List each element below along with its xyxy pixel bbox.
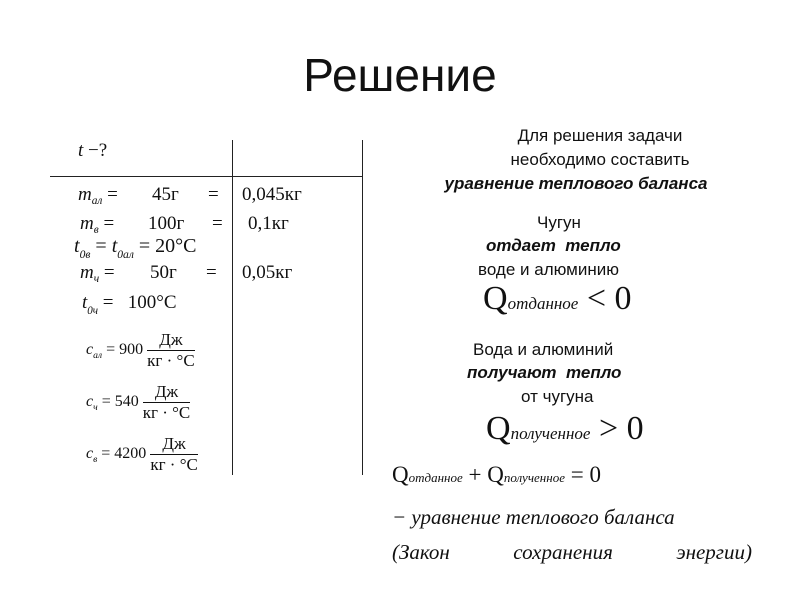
temp-sub-2: 0ал [117,248,134,261]
c-sub: ал [93,350,103,362]
c-sub: ч [93,402,98,414]
mass-var: m [78,184,92,205]
unit-numerator: Дж [143,382,191,403]
heat-capacity-al [86,330,195,371]
q-relation: > 0 [590,410,644,447]
c-value: = 540 [97,393,139,411]
law-word-1: (Закон [392,540,450,564]
water-al-label: Вода и алюминий [473,340,614,359]
page-title: Решение [303,49,497,101]
q-given-inequality [483,280,632,318]
mass-iron-si: 0,05кг [242,262,293,283]
q-symbol: Q [483,280,508,317]
q-received-inequality [486,410,644,448]
tc-sub: 0ч [87,305,99,317]
mass-al-si: 0,045кг [242,184,302,205]
balance-relation: = 0 [564,462,601,487]
mass-sub: в [93,224,99,236]
intro-line-2: необходимо составить [510,150,690,169]
q-symbol: Q [486,410,511,447]
mass-al-lhs [78,184,118,207]
gives-heat-label: отдает тепло [486,236,621,255]
mass-water-eq: = [212,213,223,234]
intro-line-1: Для решения задачи [517,126,683,145]
unit-numerator: Дж [150,434,198,455]
initial-temperature [74,235,197,261]
iron-temperature [82,292,177,317]
heat-capacity-water [86,434,198,475]
q1-symbol: Q [392,462,409,487]
intro-text [390,124,800,196]
q-sub: полученное [510,424,591,443]
q2-sub: полученное [503,470,565,485]
mass-iron-value: 50г [150,262,177,283]
unknown-variable [78,140,107,162]
tc-var: t [82,292,88,313]
c-sub: в [93,454,98,466]
unit-denominator: кг · °C [142,403,191,422]
unit-denominator: кг · °C [150,455,198,474]
energy-law [392,540,752,565]
mass-var: m [80,262,94,283]
unit-numerator: Дж [147,330,195,351]
c-var: c [86,393,94,411]
temp-var-2: t [111,235,118,257]
mass-sub: ч [93,273,100,285]
q-sub: отданное [507,294,579,313]
heat-balance-equation [392,462,601,488]
mass-sub: ал [91,195,103,207]
mass-water-value: 100г [148,213,185,234]
heat-capacity-iron [86,382,190,423]
balance-name: − уравнение теплового баланса [392,505,675,529]
mass-water-lhs [80,213,114,236]
mass-eq: = [99,262,115,283]
mass-al-value: 45г [152,184,179,205]
unknown-var: t [78,140,84,161]
to-water-label: воде и алюминию [478,260,619,279]
mass-al-eq: = [208,184,219,205]
intro-line-3: уравнение теплового баланса [444,174,708,193]
receive-heat-label: получают тепло [467,363,622,382]
plus-sign: + [462,462,488,487]
given-vertical-divider [232,140,233,475]
temp-eq: = [90,235,112,257]
q2-symbol: Q [487,462,504,487]
c-var: c [86,445,94,463]
tc-value: = 100°C [98,292,177,313]
law-word-2: сохранения [513,540,613,564]
c-value: = 4200 [97,445,147,463]
q-relation: < 0 [578,280,632,317]
law-word-3: энергии) [676,540,752,564]
mass-water-si: 0,1кг [248,213,289,234]
mass-iron-eq: = [206,262,217,283]
q1-sub: отданное [408,470,463,485]
mass-eq: = [102,184,118,205]
temp-value: = 20°C [133,235,197,257]
mass-eq: = [98,213,115,234]
from-iron-label: от чугуна [521,387,594,406]
mass-iron-lhs [80,262,115,285]
unknown-rest: −? [83,140,108,161]
cast-iron-label: Чугун [537,213,581,232]
given-horizontal-divider [50,176,362,177]
unit-denominator: кг · °C [147,351,195,370]
temp-var: t [74,235,80,257]
c-var: c [86,341,94,359]
mass-var: m [80,213,94,234]
c-value: = 900 [102,341,144,359]
temp-sub: 0в [79,248,91,261]
